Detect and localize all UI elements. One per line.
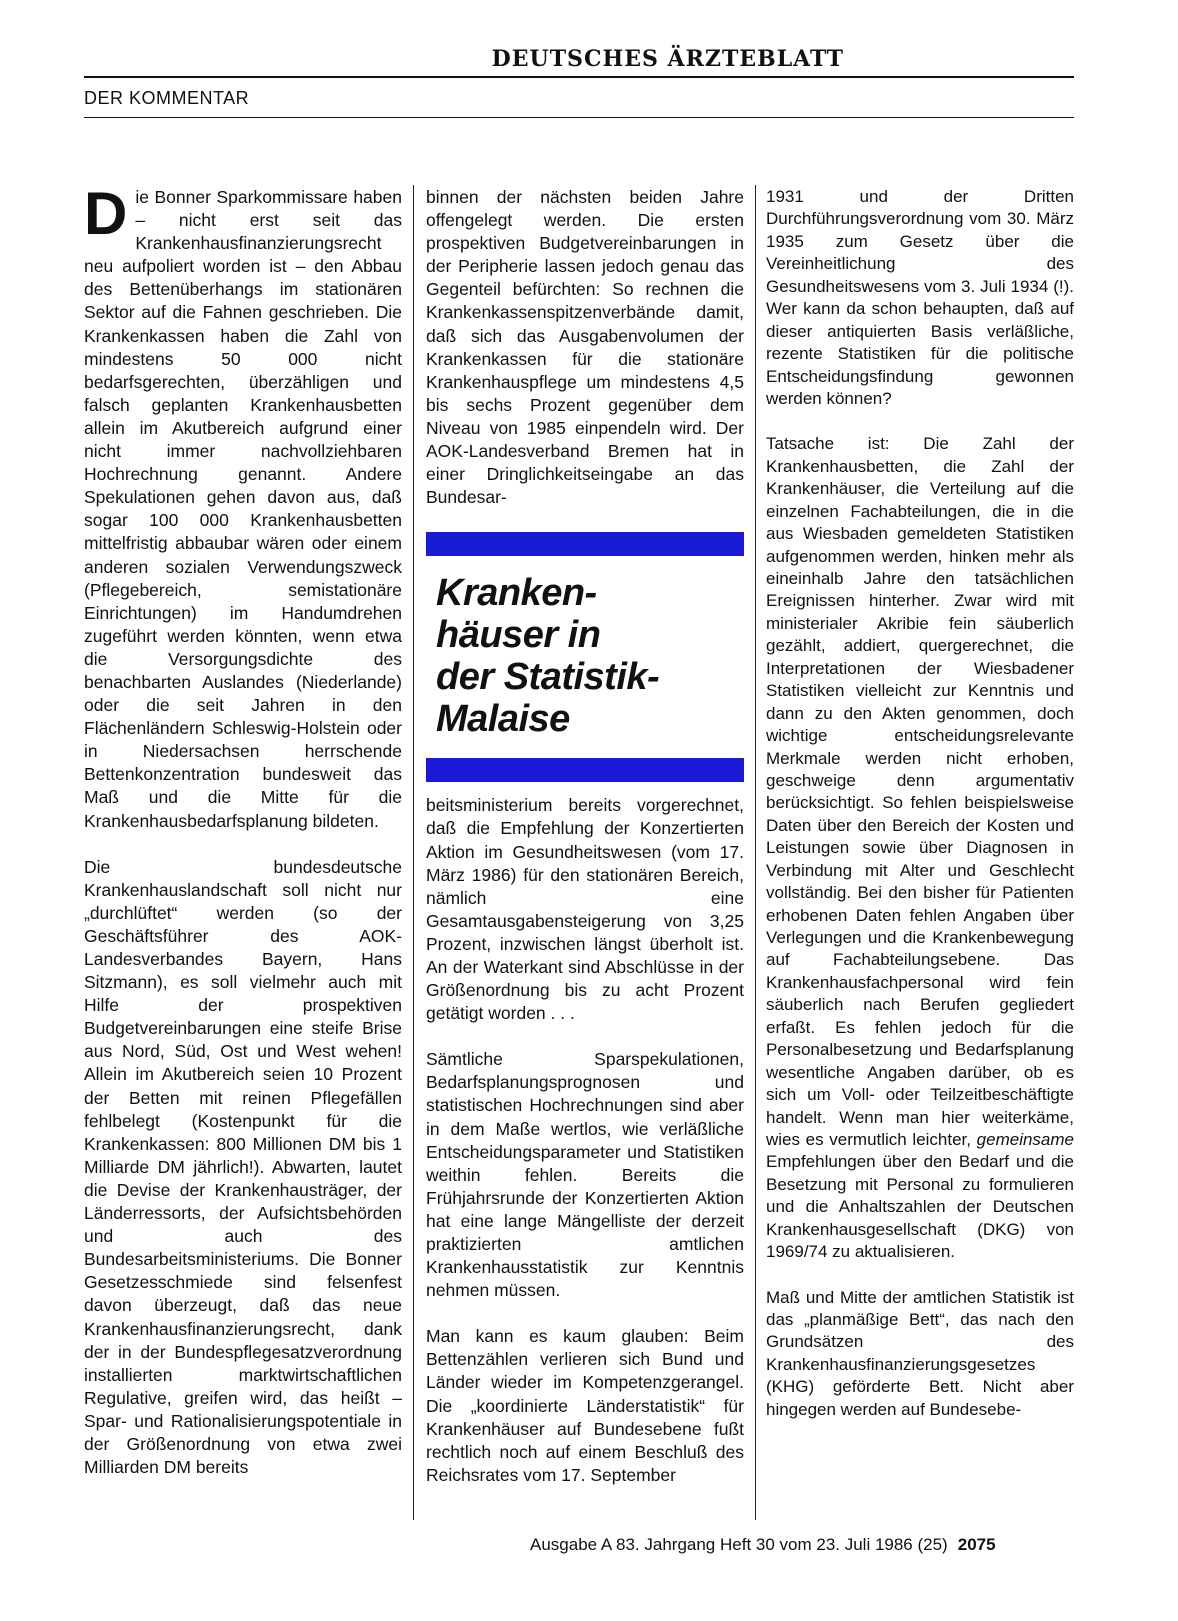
page-footer bbox=[530, 1535, 996, 1555]
paragraph: beitsministerium bereits vorgerechnet, daß die Empfehlung der Konzertierten Aktion im Gesundheitswesen (vom 17. März 1986) für den stationären Bereich, nämlich eine Gesamtausgabensteigerung von 3,25 Prozent, inzwischen längst überholt ist. An der Waterkant sind Abschlüsse in der Größenordnung bis zu acht Prozent getätigt worden . . . bbox=[426, 795, 744, 1024]
paragraph: Sämtliche Sparspekulationen, Bedarfsplanungsprognosen und statistischen Hochrechnungen sind aber in dem Maße wertlos, wie verläßliche Entscheidungsparameter und Statistiken weithin fehlen. Bereits die Frühjahrsrunde der Konzertierten Aktion hat eine lange Mängelliste der derzeit praktizierten amtlichen Krankenhausstatistik zur Kenntnis nehmen müssen. bbox=[426, 1049, 744, 1301]
drop-cap: D bbox=[84, 180, 128, 247]
column-divider bbox=[413, 185, 414, 1520]
section-rule bbox=[84, 117, 1074, 118]
paragraph: Tatsache ist: Die Zahl der Krankenhausbetten, die Zahl der Krankenhäuser, die Verteilung auf die einzelnen Fachabteilungen, die in die aus Wiesbaden gemeldeten Statistiken aufgenommen werden, hinken mehr als eineinhalb Jahre den tatsächlichen Ereignissen hinterher. Zwar wird mit ministerialer Akribie fein säuberlich gezählt, addiert, quergerechnet, die Interpretationen der Wiesbadener Statistiken vielleicht zur Kenntnis und dann zu den Akten genommen, doch wichtige entscheidungsrelevante Merkmale werden nicht erhoben, geschweige denn argumentativ berücksichtigt. So fehlen beispielsweise Daten über den Bereich der Kosten und Leistungen sowie über Diagnosen in Verbindung mit Alter und Geschlecht vollständig. Bei den bisher für Patienten erhobenen Daten fehlen Angaben über Verlegungen und die Krankenbewegung auf Fachabteilungsebene. Das Krankenhausfachpersonal wird fein säuberlich nach Berufen gegliedert erfaßt. Es fehlen jedoch für die Personalbesetzung und Bedarfsplanung wesentliche Angaben darüber, ob es sich um Voll- oder Teilzeitbeschäftigte handelt. Wenn man hier weiterkäme, wies es vermutlich leichter, gemeinsame Empfehlungen über den Bedarf und die Besetzung mit Personal zu formulieren und die Anhaltszahlen der Deutschen Krankenhausgesellschaft (DKG) von 1969/74 zu aktualisieren. bbox=[766, 434, 1074, 1262]
paragraph: Maß und Mitte der amtlichen Statistik ist das „planmäßige Bett“, das nach den Grundsätzen des Krankenhausfinanzierungsgesetzes (KHG) geförderte Bett. Nicht aber hingegen werden auf Bundesebe- bbox=[766, 1287, 1074, 1419]
paragraph: Man kann es kaum glauben: Beim Bettenzählen verlieren sich Bund und Länder wieder im Kompetenzgerangel. Die „koordinierte Länderstatistik“ für Krankenhäuser auf Bundesebene fußt rechtlich noch auf einem Beschluß des Reichsrates vom 17. September bbox=[426, 1326, 744, 1485]
column-3 bbox=[766, 186, 1074, 1444]
headline-bar-bottom bbox=[426, 758, 744, 782]
masthead bbox=[84, 44, 1074, 74]
issue-info: Ausgabe A 83. Jahrgang Heft 30 vom 23. Juli 1986 (25) bbox=[530, 1535, 948, 1554]
page-number: 2075 bbox=[957, 1535, 996, 1554]
paragraph: Die Bonner Sparkommissare haben – nicht erst seit das Krankenhausfinanzierungsrecht neu aufpoliert worden ist – den Abbau des Bettenüberhangs im stationären Sektor auf die Fahnen geschrieben. Die Krankenkassen haben die Zahl von mindestens 50 000 nicht bedarfsgerechten, überzähligen und falsch geplanten Krankenhausbetten allein im Akutbereich aufgrund einer nicht immer nachvollziehbaren Hochrechnung genannt. Andere Spekulationen gehen davon aus, daß sogar 100 000 Krankenhausbetten mittelfristig abbaubar wären oder einem anderen sozialen Verwendungszweck (Pflegebereich, semistationäre Einrichtungen) im Handumdrehen zugeführt werden könnten, wenn etwa die Versorgungsdichte des benachbarten Auslandes (Niederlande) oder die seit Jahren in den Flächenländern Schleswig-Holstein oder in Niedersachsen herrschende Bettenkonzentration bundesweit das Maß und die Mitte für die Krankenhausbedarfsplanung bildeten. bbox=[84, 180, 402, 831]
paragraph: 1931 und der Dritten Durchführungsverordnung vom 30. März 1935 zum Gesetz über die Vereinheitlichung des Gesundheitswesens vom 3. Juli 1934 (!). Wer kann da schon behaupten, daß auf dieser antiquierten Basis verläßliche, rezente Statistiken für die politische Entscheidungsfindung gewonnen werden können? bbox=[766, 187, 1074, 408]
column-1 bbox=[84, 180, 402, 1502]
masthead-rule bbox=[84, 76, 1074, 78]
emphasis: gemeinsame bbox=[976, 1129, 1074, 1149]
paragraph: binnen der nächsten beiden Jahre offengelegt werden. Die ersten prospektiven Budgetvereinbarungen in der Peripherie lassen jedoch genau das Gegenteil befürchten: So rechnen die Krankenkassenspitzenverbände damit, daß sich das Ausgabenvolumen der Krankenkassen für die stationäre Krankenhauspflege um mindestens 4,5 bis sechs Prozent gegenüber dem Niveau von 1985 einpendeln wird. Der AOK-Landesverband Bremen hat in einer Dringlichkeitseingabe an das Bundesar- bbox=[426, 187, 744, 508]
article-headline: Kranken- häuser in der Statistik- Malaise bbox=[436, 572, 660, 741]
paragraph: Die bundesdeutsche Krankenhauslandschaft soll nicht nur „durchlüftet“ werden (so der Geschäftsführer des AOK-Landesverbandes Bayern, Hans Sitzmann), es soll vielmehr auch mit Hilfe der prospektiven Budgetvereinbarungen eine steife Brise aus Nord, Süd, Ost und West wehen! Allein im Akutbereich seien 10 Prozent der Betten mit reinen Pflegefällen fehlbelegt (Kostenpunkt für die Krankenkassen: 800 Millionen DM bis 1 Milliarde DM jährlich!). Abwarten, lautet die Devise der Krankenhausträger, der Länderressorts, der Aufsichtsbehörden und auch des Bundesarbeitsministeriums. Die Bonner Gesetzesschmiede sind felsenfest davon überzeugt, daß das neue Krankenhausfinanzierungsrecht, dank der in der Bundespflegesatzverordnung installierten marktwirtschaftlichen Regulative, greifen wird, das heißt – Spar- und Rationalisierungspotentiale in der Größenordnung von etwa zwei Milliarden DM bereits bbox=[84, 856, 402, 1478]
headline-bar-top bbox=[426, 532, 744, 556]
section-label: DER KOMMENTAR bbox=[84, 88, 250, 108]
column-2 bbox=[426, 186, 744, 1510]
headline-box bbox=[426, 532, 744, 782]
masthead-title: DEUTSCHES ÄRZTEBLATT bbox=[491, 46, 844, 72]
column-divider bbox=[755, 185, 756, 1520]
